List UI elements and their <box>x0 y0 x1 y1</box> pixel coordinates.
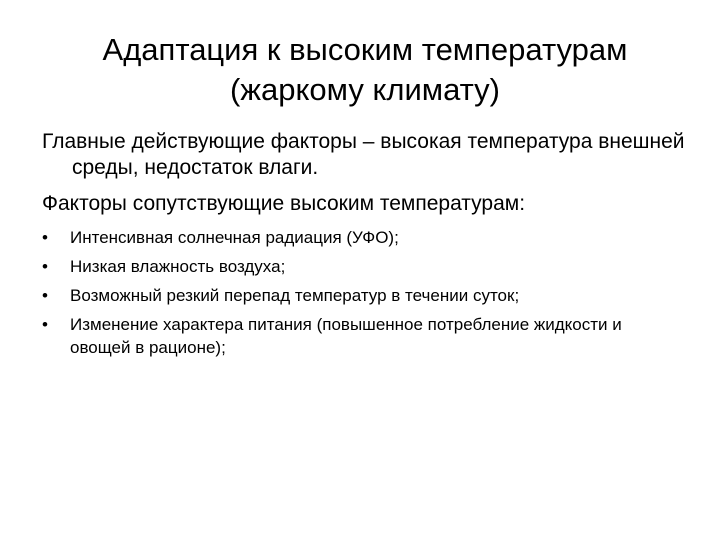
list-item <box>42 255 682 278</box>
list-item-text: Возможный резкий перепад температур в течении суток; <box>70 286 520 305</box>
slide-body <box>42 129 702 217</box>
title-line-1: Адаптация к высоким температурам <box>102 32 628 67</box>
bullet-icon: • <box>42 257 48 276</box>
slide-title <box>60 30 670 110</box>
accompanying-factors-heading: Факторы сопутствующие высоким температурам: <box>42 192 526 215</box>
list-item-text: Изменение характера питания (повышенное потребление жидкости и овощей в рационе); <box>70 315 622 357</box>
bullet-icon: • <box>42 286 48 305</box>
list-item-text: Низкая влажность воздуха; <box>70 257 286 276</box>
list-item <box>42 313 682 359</box>
list-item <box>42 284 682 307</box>
bullet-icon: • <box>42 228 48 247</box>
list-item <box>42 226 682 249</box>
factors-list <box>42 226 682 365</box>
list-item-text: Интенсивная солнечная радиация (УФО); <box>70 228 399 247</box>
main-factors-paragraph: Главные действующие факторы – высокая температура внешней среды, недостаток влаги. <box>42 130 685 179</box>
bullet-icon: • <box>42 315 48 334</box>
title-line-2: (жаркому климату) <box>229 72 501 107</box>
